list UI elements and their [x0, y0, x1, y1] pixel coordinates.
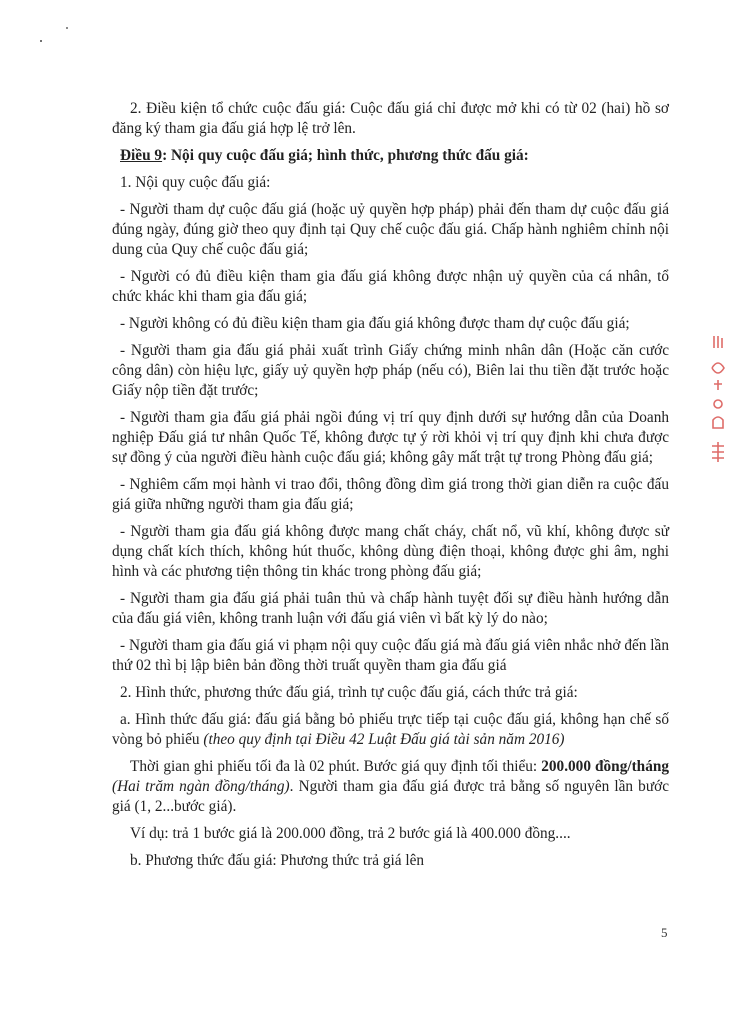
buoc-gia-amount: 200.000 đồng/tháng: [541, 758, 669, 775]
paragraph-rule-8: - Người tham gia đấu giá phải tuân thủ và chấp hành tuyệt đối sự điều hành hướng dẫn của đấu giá viên, không tranh luận với đấu giá viên vì bất kỳ lý do nào;: [112, 590, 669, 627]
paragraph-dieu-kien: 2. Điều kiện tổ chức cuộc đấu giá: Cuộc đấu giá chỉ được mở khi có từ 02 (hai) hồ sơ đăng ký tham gia đấu giá hợp lệ trở lên.: [112, 100, 669, 137]
heading-dieu-9-title: : Nội quy cuộc đấu giá; hình thức, phương thức đấu giá:: [162, 147, 529, 164]
paragraph-rule-2: - Người có đủ điều kiện tham gia đấu giá không được nhận uỷ quyền của cá nhân, tổ chức khác khi tham gia đấu giá;: [112, 268, 669, 305]
paragraph-thoi-gian: [112, 757, 669, 817]
thoi-gian-text: Thời gian ghi phiếu tối đa là 02 phút. Bước giá quy định tối thiểu:: [130, 758, 542, 775]
paragraph-rule-3: - Người không có đủ điều kiện tham gia đấu giá không được tham dự cuộc đấu giá;: [120, 315, 630, 332]
heading-dieu-9: [112, 146, 669, 166]
scan-speck: [66, 27, 68, 29]
red-seal-fragment-icon: [704, 328, 730, 468]
paragraph-hinh-thuc-a: [112, 710, 669, 750]
paragraph-rule-9: - Người tham gia đấu giá vi phạm nội quy cuộc đấu giá mà đấu giá viên nhắc nhở đến lần thứ 02 thì bị lập biên bản đồng thời truất quyền tham gia đấu giá: [112, 637, 669, 674]
heading-dieu-9-label: Điều 9: [120, 147, 163, 164]
hinh-thuc-a-text: a. Hình thức đấu giá: đấu giá bằng bỏ phiếu trực tiếp tại cuộc đấu giá, không hạn chế số vòng bỏ phiếu: [112, 711, 669, 748]
paragraph-phuong-thuc: b. Phương thức đấu giá: Phương thức trả giá lên: [130, 852, 425, 869]
paragraph-rule-5: - Người tham gia đấu giá phải ngồi đúng vị trí quy định dưới sự hướng dẫn của Doanh nghiệp Đấu giá tư nhân Quốc Tế, không được tự ý rời khỏi vị trí quy định khi chưa được sự đồng ý của người điều hành cuộc đấu giá; không gây mất trật tự trong Phòng đấu giá;: [112, 409, 669, 466]
buoc-gia-words: (Hai trăm ngàn đồng/tháng): [112, 778, 290, 795]
page-number: 5: [661, 925, 668, 940]
paragraph-hinh-thuc: 2. Hình thức, phương thức đấu giá, trình tự cuộc đấu giá, cách thức trả giá:: [120, 684, 578, 701]
paragraph-rule-4: - Người tham gia đấu giá phải xuất trình Giấy chứng minh nhân dân (Hoặc căn cước công dân) còn hiệu lực, giấy uỷ quyền hợp pháp (nếu có), Biên lai thu tiền đặt trước hoặc Giấy nộp tiền đặt trước;: [112, 342, 669, 399]
scan-speck: [40, 40, 42, 42]
paragraph-rule-6: - Nghiêm cấm mọi hành vi trao đổi, thông đồng dìm giá trong thời gian diễn ra cuộc đấu giá giữa những người tham gia đấu giá;: [112, 476, 669, 513]
document-body: [112, 99, 669, 878]
hinh-thuc-a-citation: (theo quy định tại Điều 42 Luật Đấu giá tài sản năm 2016): [203, 731, 565, 748]
paragraph-noi-quy: 1. Nội quy cuộc đấu giá:: [120, 174, 271, 191]
paragraph-rule-7: - Người tham gia đấu giá không được mang chất cháy, chất nổ, vũ khí, không được sử dụng chất kích thích, không hút thuốc, không dùng điện thoại, không được ghi âm, nghi hình và các phương tiện thông tin khác trong phòng đấu giá;: [112, 523, 669, 580]
paragraph-vi-du: Ví dụ: trả 1 bước giá là 200.000 đồng, trả 2 bước giá là 400.000 đồng....: [130, 825, 571, 842]
paragraph-rule-1: - Người tham dự cuộc đấu giá (hoặc uỷ quyền hợp pháp) phải đến tham dự cuộc đấu giá đúng ngày, đúng giờ theo quy định tại Quy chế cuộc đấu giá. Chấp hành nghiêm chỉnh nội dung của Quy chế cuộc đấu giá;: [112, 201, 669, 258]
thoi-gian-text-2: . Người tham gia đấu giá được trả bằng số nguyên lần bước giá (1, 2...bước giá).: [112, 778, 669, 815]
